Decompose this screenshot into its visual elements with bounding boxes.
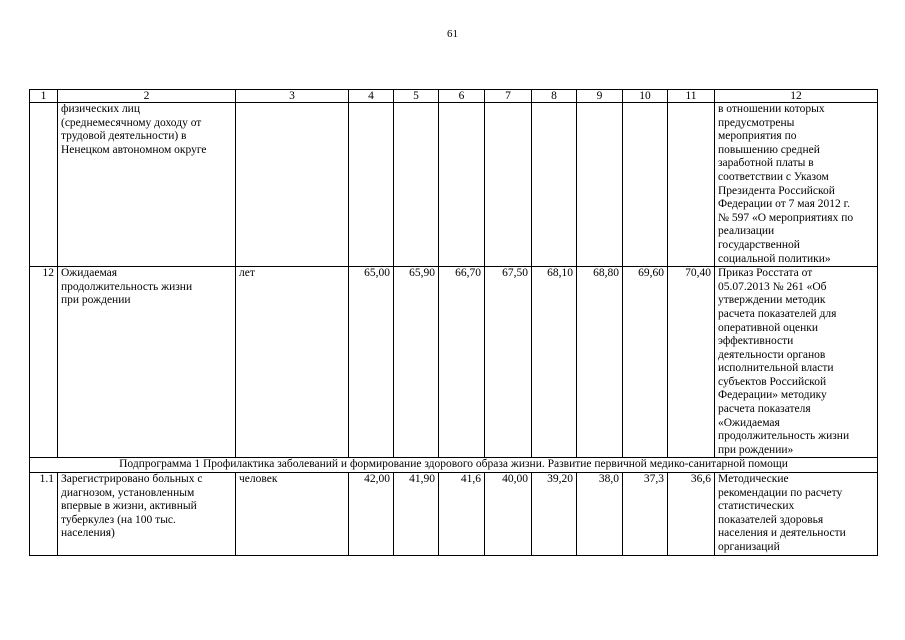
column-header: 4	[349, 90, 394, 103]
value-cell: 37,3	[623, 473, 668, 556]
indicator-name: Ожидаемая продолжительность жизни при рождении	[58, 267, 236, 458]
row-number: 1.1	[30, 473, 58, 556]
table-row	[30, 267, 878, 458]
subprogram-title: Подпрограмма 1 Профилактика заболеваний и формирование здорового образа жизни. Развитие первичной медико-санитарной помощи	[30, 458, 878, 473]
row-number: 12	[30, 267, 58, 458]
source-document: Методические рекомендации по расчету статистических показателей здоровья населения и деятельности организаций	[715, 473, 878, 556]
column-header: 11	[668, 90, 715, 103]
source-document: Приказ Росстата от 05.07.2013 № 261 «Об утверждении методик расчета показателей для оперативной оценки эффективности деятельности органов исполнительной власти субъектов Российской Федерации» методику расчета показателя «Ожидаемая продолжительность жизни при рождении»	[715, 267, 878, 458]
column-header: 8	[532, 90, 577, 103]
indicator-table	[29, 89, 878, 556]
column-header: 2	[58, 90, 236, 103]
column-header: 6	[439, 90, 485, 103]
column-header: 7	[485, 90, 532, 103]
value-cell: 39,20	[532, 473, 577, 556]
column-header: 10	[623, 90, 668, 103]
unit: лет	[236, 267, 349, 458]
subprogram-row	[30, 458, 878, 473]
indicator-name: Зарегистрировано больных с диагнозом, установленным впервые в жизни, активный туберкулез (на 100 тыс. населения)	[58, 473, 236, 556]
value-cell: 36,6	[668, 473, 715, 556]
table-row	[30, 473, 878, 556]
column-header: 5	[394, 90, 439, 103]
value-cell: 66,70	[439, 267, 485, 458]
value-cell: 65,00	[349, 267, 394, 458]
value-cell: 67,50	[485, 267, 532, 458]
value-cell: 65,90	[394, 267, 439, 458]
source-document: в отношении которых предусмотрены мероприятия по повышению средней заработной платы в соответствии с Указом Президента Российской Федерации от 7 мая 2012 г. № 597 «О мероприятиях по реализации государственной социальной политики»	[715, 103, 878, 267]
table-row	[30, 103, 878, 267]
value-cell: 41,6	[439, 473, 485, 556]
header-row	[30, 90, 878, 103]
value-cell: 38,0	[577, 473, 623, 556]
value-cell: 40,00	[485, 473, 532, 556]
column-header: 1	[30, 90, 58, 103]
page-number: 61	[447, 28, 458, 40]
column-header: 12	[715, 90, 878, 103]
value-cell: 41,90	[394, 473, 439, 556]
value-cell: 68,80	[577, 267, 623, 458]
unit: человек	[236, 473, 349, 556]
value-cell: 68,10	[532, 267, 577, 458]
column-header: 9	[577, 90, 623, 103]
column-header: 3	[236, 90, 349, 103]
indicator-name: физических лиц (среднемесячному доходу от трудовой деятельности) в Ненецком автономном округе	[58, 103, 236, 267]
value-cell: 42,00	[349, 473, 394, 556]
value-cell: 70,40	[668, 267, 715, 458]
value-cell: 69,60	[623, 267, 668, 458]
